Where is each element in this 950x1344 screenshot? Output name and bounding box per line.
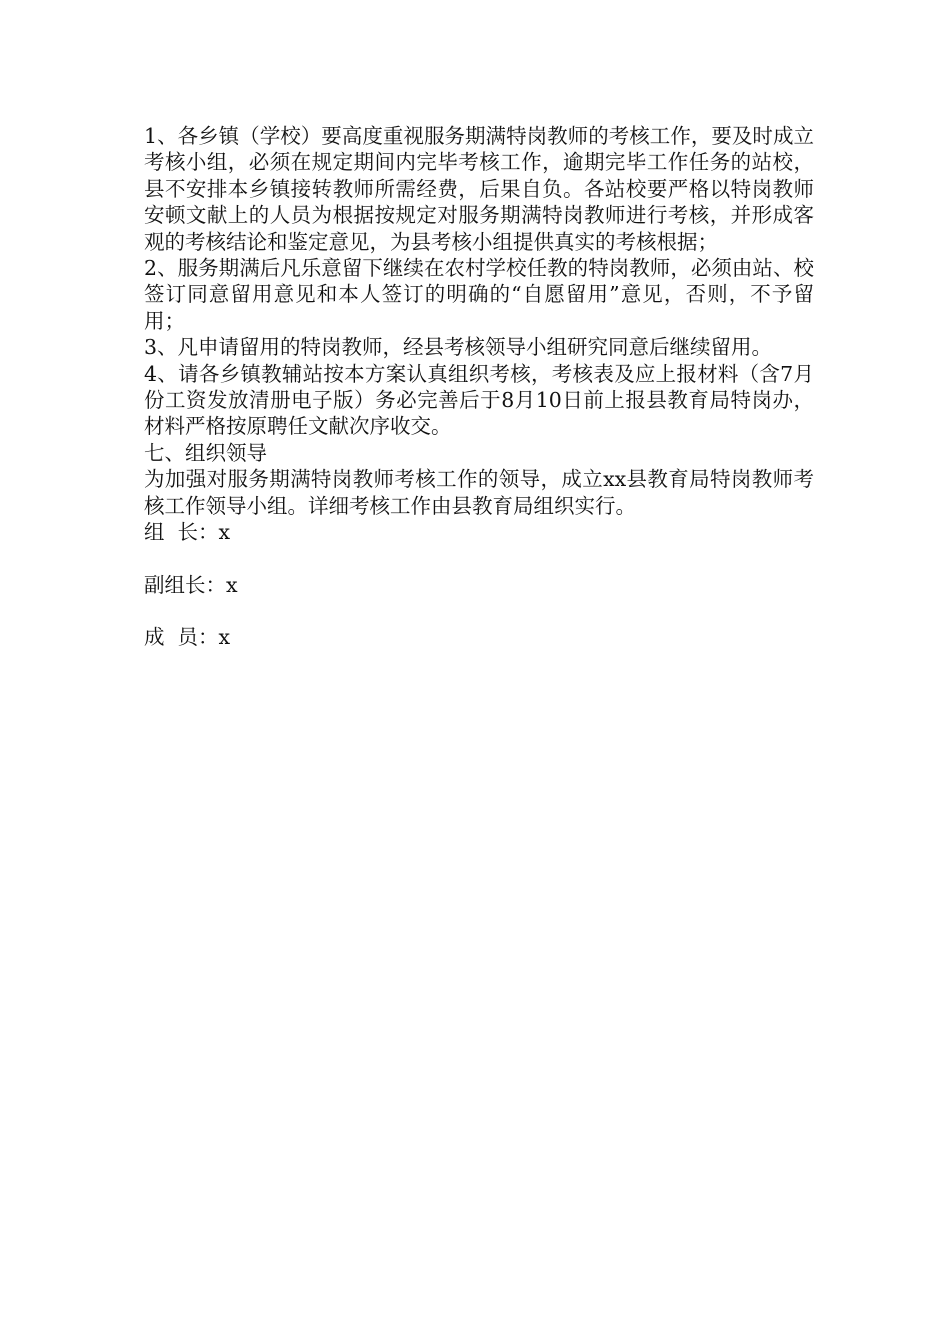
members-line: 成 员：x (144, 624, 231, 649)
paragraph-leadership-intro: 为加强对服务期满特岗教师考核工作的领导，成立xx县教育局特岗教师考核工作领导小组。详细考核工作由县教育局组织实行。 (144, 467, 814, 518)
section-heading-leadership: 七、组织领导 (144, 440, 267, 465)
leader-line: 组 长：x (144, 520, 231, 545)
deputy-leader-line: 副组长：x (144, 572, 238, 597)
paragraph-item-3: 3、凡申请留用的特岗教师，经县考核领导小组研究同意后继续留用。 (144, 335, 773, 360)
paragraph-item-2: 2、服务期满后凡乐意留下继续在农村学校任教的特岗教师，必须由站、校签订同意留用意见和本人签订的明确的“自愿留用”意见，否则，不予留用； (144, 256, 814, 333)
paragraph-item-1: 1、各乡镇（学校）要高度重视服务期满特岗教师的考核工作，要及时成立考核小组，必须在规定期间内完毕考核工作，逾期完毕工作任务的站校，县不安排本乡镇接转教师所需经费，后果自负。各站校要严格以特岗教师安顿文献上的人员为根据按规定对服务期满特岗教师进行考核，并形成客观的考核结论和鉴定意见，为县考核小组提供真实的考核根据； (144, 124, 814, 254)
document-body (144, 123, 814, 650)
paragraph-item-4: 4、请各乡镇教辅站按本方案认真组织考核，考核表及应上报材料（含7月份工资发放清册电子版）务必完善后于8月10日前上报县教育局特岗办，材料严格按原聘任文献次序收交。 (144, 361, 814, 439)
